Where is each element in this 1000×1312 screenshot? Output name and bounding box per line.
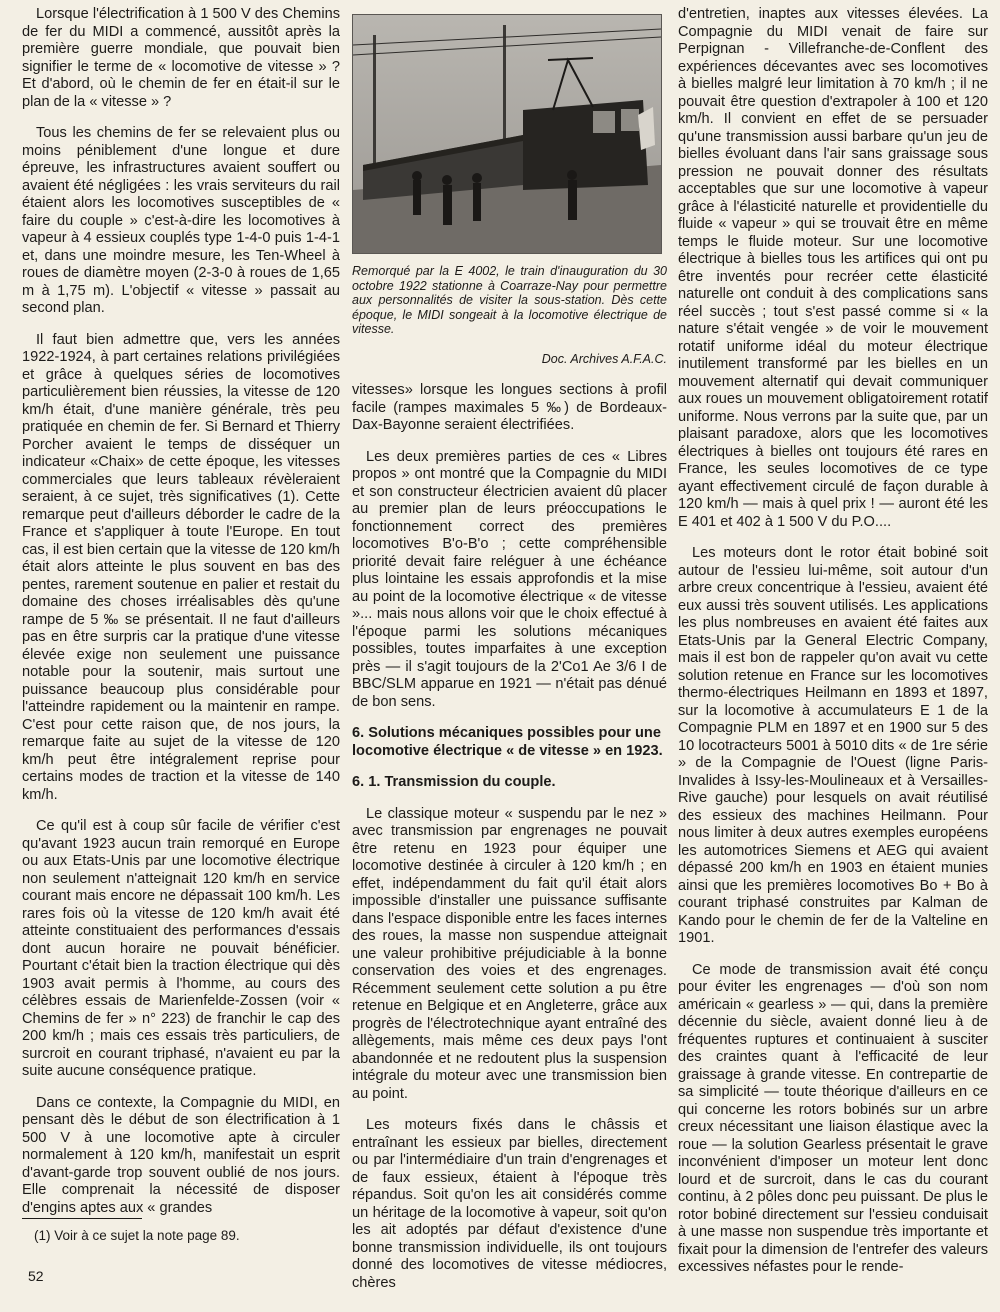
paragraph: Il faut bien admettre que, vers les années 1922-1924, à part certaines relations privilégiées et grâce à quelques séries de locomotives particulièrement bien réussies, la vitesse de 120 km/h était, d'une manière générale, très peu pratiquée en chemin de fer. Si Bernard et Thierry Porcher avaient le temps de disséquer un indicateur «Chaix» de cette époque, les vitesses commerciales que leurs tableaux révèleraient seraient, à ce sujet, très significatives (1). Cette remarque peut d'ailleurs déborder le cadre de la France et s'appliquer à toute l'Europe. En tout cas, il est bien certain que la vitesse de 120 km/h était alors atteinte le plus souvent en bas des pentes, rarement soutenue en palier et restait du domaine des choses irréalisables dès qu'une rampe de 5 ‰ se présentait. Il ne faut d'ailleurs pas en être surpris car la pratique d'une vitesse élevée exige non seulement une puissance notable pour la soutenir, mais surtout une puissance beaucoup plus considérable pour l'atteindre rapidement ou la maintenir en rampe. C'est pour cette raison que, de nos jours, la remarque faite au sujet de la vitesse de 120 km/h peut être intégralement reprise pour certains modes de traction et la vitesse de 140 km/h. [22,331,340,803]
train-photo-illustration [353,15,661,253]
paragraph: Dans ce contexte, la Compagnie du MIDI, en pensant dès le début de son électrification à 1 500 V à une locomotive apte à circuler normalement à 120 km/h, manifestait un esprit d'avant-garde trop souvent oublié de nos jours. Elle comprenait la nécessité de disposer d'engins aptes aux « grandes [22,1094,340,1216]
paragraph: vitesses» lorsque les longues sections à profil facile (rampes maximales 5 ‰) de Bordeaux-Dax-Bayonne seraient électrifiées. [352,382,667,433]
paragraph: Les moteurs fixés dans le châssis et entraînant les essieux par bielles, directement ou par l'intermédiaire d'un train d'engrenages et de faux essieux, étaient à l'époque très répandus. Soit qu'on les ait considérés comme un héritage de la locomotive à vapeur, soit qu'on les ait adoptés par défaut d'existence d'une bonne transmission individuelle, ils ont toujours donné des locomotives de vitesse médiocres, chères [352,1117,667,1291]
paragraph: Lorsque l'électrification à 1 500 V des Chemins de fer du MIDI a commencé, aussitôt après la première guerre mondiale, que pouvait bien signifier le terme de « locomotive de vitesse » ? Et d'abord, où le chemin de fer en était-il sur le plan de la « vitesse » ? [22,6,340,110]
column-3 [678,6,988,1291]
footnote-divider [22,1218,142,1219]
paragraph: Les deux premières parties de ces « Libres propos » ont montré que la Compagnie du MIDI et son constructeur électricien avaient dû placer au premier plan de leurs préoccupations le fonctionnement correct des premières locomotives B'o-B'o ; cette compréhensible priorité devait faire reléguer à une échéance plus lointaine les essais approfondis et la mise au point de la locomotive électrique « de vitesse »... mais nous allons voir que le choix effectué à l'époque parmi les solutions mécaniques possibles, toutes imparfaites à une exception près — il s'agit toujours de la 2'Co1 Ae 3/6 I de BBC/SLM apparue en 1921 — n'était pas dénué de bon sens. [352,448,667,710]
column-2 [352,6,667,1306]
paragraph: Le classique moteur « suspendu par le nez » avec transmission par engrenages ne pouvait être retenu en 1923 pour équiper une locomotive destinée à circuler à 120 km/h ; en effet, indépendamment du fait qu'il était alors impossible d'installer une puissance suffisante dans l'espace disponible entre les faces internes des roues, la masse non suspendue atteignait une valeur prohibitive préjudiciable à la bonne conservation des voies et des engrenages. Récemment seulement cette solution a pu être retenue en Belgique et en Angleterre, grâce aux progrès de l'électrotechnique ayant entraîné des allègements, mais même ces deux pays l'ont abandonnée et ne redoutent plus la suspension intégrale du moteur avec une transmission bien au point. [352,805,667,1102]
column-1 [22,6,340,1231]
paragraph: Tous les chemins de fer se relevaient plus ou moins péniblement d'une longue et dure épreuve, les infrastructures avaient souffert ou avaient été négligées : les vrais serviteurs du rail étaient alors les locomotives susceptibles de « faire du couple » c'est-à-dire les locomotives à vapeur à 4 essieux couplés type 1-4-0 puis 1-4-1 et, dans une moindre mesure, les Ten-Wheel à roues de diamètre moyen (2-3-0 à roues de 1,65 m à 1,75 m). L'objectif « vitesse » passait au second plan. [22,125,340,316]
paragraph: Ce mode de transmission avait été conçu pour éviter les engrenages — d'où son nom américain « gearless » — qui, dans la première décennie du siècle, avaient donné lieu à de fréquentes ruptures et continuaient à susciter des craintes quant à l'efficacité de leur graissage à grande vitesse. En contrepartie de sa simplicité — toute théorique d'ailleurs en ce qui concerne les rotors bobinés sur un arbre creux nécessitant une liaison élastique avec la roue — la solution Gearless présentait le grave inconvénient d'imposer un moteur lent donc lourd et de surcroit, dans le cas du courant continu, à 2 pôles donc peu puissant. De plus le rotor bobiné directement sur l'essieu conduisait à une masse non suspendue très importante et fixait pour la dimension de l'entrefer des valeurs excessives néfastes pour le rende- [678,961,988,1275]
paragraph: d'entretien, inaptes aux vitesses élevées. La Compagnie du MIDI venait de faire sur Perpignan - Villefranche-de-Conflent des expériences décevantes avec ses locomotives à bielles malgré leur limitation à 70 km/h ; il ne pouvait être question d'extrapoler à 100 et 120 km/h. Il convient en effet de se persuader qu'une transmission aussi barbare qu'un jeu de bielles évoluant dans l'air sans graissage sous pression ne pouvait donner des résultats acceptables que sur une locomotive à vapeur grâce à l'élasticité naturelle et providentielle du fluide « vapeur » qui se trouvait être en même temps le fluide moteur. Sur une locomotive électrique à bielles tous les artifices qui ont pu être inventés pour recréer cette élasticité naturelle ont conduit à des complications sans réel succès ; tout s'est passé comme si « la nature s'était vengée » de voir le mouvement rotatif uniforme idéal du moteur électrique inutilement transformé par les bielles en un mouvement alternatif qui devait communiquer aux roues un mouvement obligatoirement rotatif uniforme. Nous verrons par la suite que, par un plaisant paradoxe, alors que les locomotives électriques à bielles ont toujours été rares en France, les seules locomotives de ce type ayant effectivement circulé de façon durable à 120 km/h — mais à quel prix ! — auront été les E 401 et 402 à 1 500 V du P.O.... [678,6,988,530]
footnote: (1) Voir à ce sujet la note page 89. [34,1228,240,1243]
photo-caption: Remorqué par la E 4002, le train d'inauguration du 30 octobre 1922 stationne à Coarraze-Nay pour permettre aux personnalités de visiter la sous-station. Dès cette époque, le MIDI songeait à la locomotive électrique de vitesse. [352,264,667,336]
paragraph: Ce qu'il est à coup sûr facile de vérifier c'est qu'avant 1923 aucun train remorqué en Europe ou aux Etats-Unis par une locomotive électrique non seulement n'atteignait 120 km/h en service courant mais encore ne dépassait 100 km/h. Les rares fois où la vitesse de 120 km/h avait été atteinte constituaient des performances d'essais dont aucun horaire ne pouvait bénéficier. Pourtant c'était bien la traction électrique qui dès 1903 avait permis à l'homme, au cours des célèbres essais de Marienfelde-Zossen (voir « Chemins de fer » n° 223) de franchir le cap des 200 km/h ; mais ces essais très particuliers, de surcroit en courant triphasé, n'avaient eu par la suite aucune conséquence pratique. [22,818,340,1079]
paragraph: Les moteurs dont le rotor était bobiné soit autour de l'essieu lui-même, soit autour d'un arbre creux concentrique à l'essieu, avaient été eux aussi très souvent utilisés. Les applications les plus nombreuses en avaient été faites aux Etats-Unis par la General Electric Company, mais il est bon de rappeler qu'on avait vu cette solution retenue en France sur les locomotives thermo-électriques Heilmann en 1893 et 1897, sur la locomotive à accumulateurs E 1 de la Compagnie PLM en 1897 et en 1900 sur 5 des 10 locotracteurs 5001 à 5010 dits « de 1re série » de la Compagnie de l'Ouest (ligne Paris-Invalides à Issy-les-Moulineaux et à Versailles-Rive gauche) pour lesquels on avait réutilisé des essieux des machines Heilmann. Pour nous limiter à deux autres exemples européens les automotrices Siemens et AEG qui avaient dépassé 200 km/h en 1903 en étaient munies ainsi que les premières locomotives Bo + Bo à courant triphasé construites par Kalman de Kando pour le chemin de fer de la Valteline en 1901. [678,545,988,946]
subsection-heading: 6. 1. Transmission du couple. [352,774,556,790]
section-heading: 6. Solutions mécaniques possibles pour une locomotive électrique « de vitesse » en 1923. [352,725,663,759]
photo-credit: Doc. Archives A.F.A.C. [541,351,667,366]
page-number: 52 [28,1268,44,1284]
locomotive-photo [352,14,662,254]
